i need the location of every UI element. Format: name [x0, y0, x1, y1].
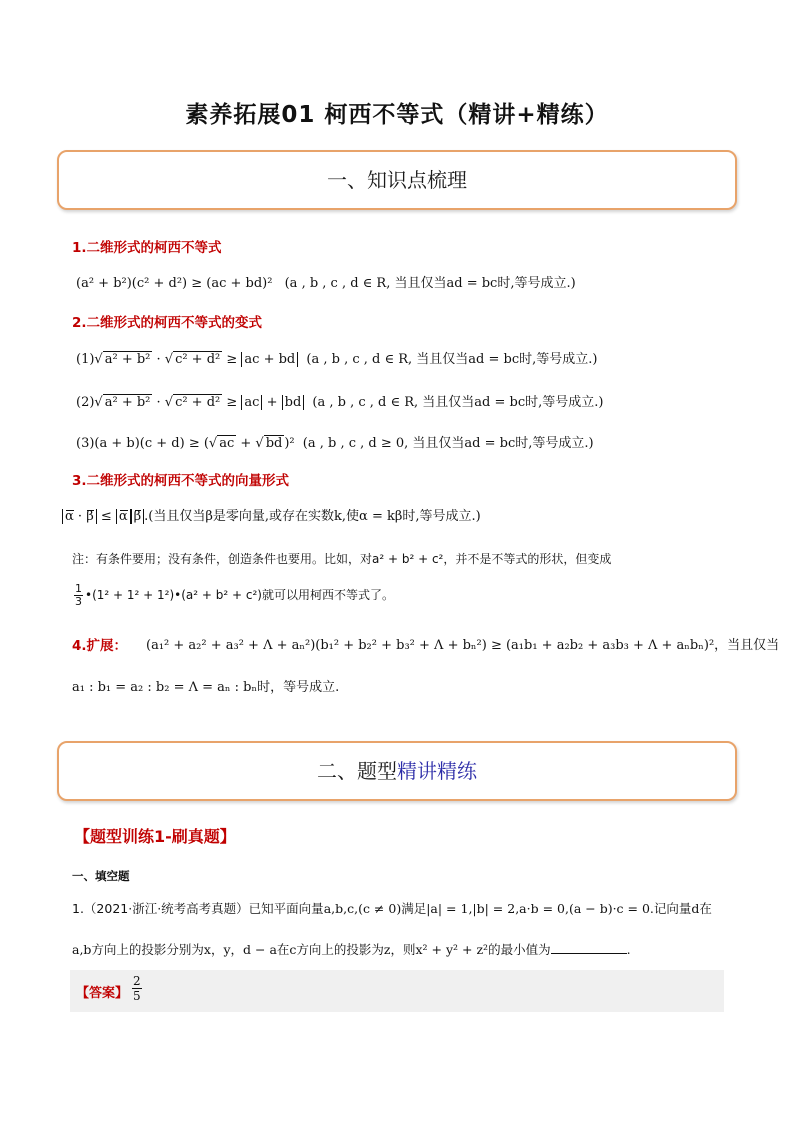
extension-formula: (a₁² + a₂² + a₃² + Λ + aₙ²)(b₁² + b₂² + b₃² + Λ + bₙ²) ≥ (a₁b₁ + a₂b₂ + a₃b₃ + Λ + aₙbₙ)²，当且仅当	[146, 638, 780, 653]
variant-2-formula: √ a² + b² · √ c² + d² ≥ ac + bd	[94, 394, 304, 410]
answer-numerator: 2	[133, 974, 141, 988]
training-title: 【题型训练1-刷真题】	[74, 827, 236, 846]
q1-conditions: a,b,c,(c ≠ 0)满足|a| = 1,|b| = 2,a·b = 0,(a − b)·c = 0.记向量d在	[323, 901, 712, 916]
variant-2-prefix: (2)	[76, 395, 95, 410]
answer-value	[130, 974, 144, 1003]
variant-1-prefix: (1)	[76, 352, 95, 367]
formula-main: (a² + b²)(c² + d²) ≥ (ac + bd)²	[76, 276, 273, 291]
answer-label: 【答案】	[76, 986, 129, 1001]
formula-condition: (a , b , c , d ∈ R, 当且仅当ad = bc时,等号成立.)	[284, 276, 576, 291]
variant-2	[76, 391, 603, 410]
variant-3	[76, 432, 594, 451]
variant-3-condition: (a , b , c , d ≥ 0, 当且仅当ad = bc时,等号成立.)	[302, 436, 594, 451]
answer-denominator: 5	[133, 989, 141, 1003]
fraction-one-third: $\frac{1}{3}$	[75, 582, 82, 608]
answer-fraction	[132, 974, 142, 1003]
variant-3-formula: √ ac + √ bd )²	[208, 436, 295, 451]
heading-2d-cauchy: 1.二维形式的柯西不等式	[72, 240, 222, 256]
answer-blank	[551, 941, 627, 954]
note-tail: 就可以用柯西不等式了。	[261, 588, 394, 602]
note-line-1: 注：有条件要用；没有条件，创造条件也要用。比如，对a² + b² + c²，并不是不等式的形状，但变成	[72, 552, 612, 566]
extension-condition: a₁ : b₁ = a₂ : b₂ = Λ = aₙ : bₙ时，等号成立.	[72, 680, 340, 695]
variant-1-condition: (a , b , c , d ∈ R, 当且仅当ad = bc时,等号成立.)	[306, 352, 598, 367]
note-line-2: $\frac{1}{3}$ •(1² + 1² + 1²)•(a² + b² + c²)就可以用柯西不等式了。	[75, 582, 394, 608]
heading-extension: 4.扩展：	[72, 638, 128, 654]
fill-blank-heading: 一、填空题	[72, 869, 130, 883]
variant-3-prefix: (3)(a + b)(c + d) ≥ (	[76, 436, 209, 451]
q1-ask: a,b方向上的投影分别为x，y，d − a在c方向上的投影为z，则x² + y² + z²的最小值为	[72, 942, 551, 957]
vector-formula: α · β ≤ α β	[62, 509, 144, 524]
section-header-practice	[57, 741, 737, 801]
section-title-accent: 精讲精练	[397, 759, 477, 783]
q1-source: 1.（2021·浙江·统考高考真题）已知平面向量	[72, 901, 324, 916]
answer-box	[70, 970, 724, 1012]
heading-variant: 2.二维形式的柯西不等式的变式	[72, 315, 263, 331]
section-title: 一、知识点梳理	[327, 168, 467, 192]
q1-period: .	[626, 942, 631, 957]
question-1-line-1	[72, 899, 712, 917]
section-title-prefix: 二、题型	[317, 759, 397, 783]
variant-1-formula: √ a² + b² · √ c² + d² ≥ ac + bd	[94, 351, 298, 367]
section-header-knowledge	[57, 150, 737, 210]
vector-condition: .(当且仅当β是零向量,或存在实数k,使α = kβ时,等号成立.)	[144, 509, 481, 524]
section-title	[59, 743, 735, 799]
heading-vector: 3.二维形式的柯西不等式的向量形式	[72, 473, 290, 489]
variant-1	[76, 348, 597, 367]
vector-form	[62, 505, 481, 524]
question-1-line-2	[72, 940, 631, 958]
page-title: 素养拓展01 柯西不等式（精讲+精练）	[185, 102, 609, 128]
variant-2-condition: (a , b , c , d ∈ R, 当且仅当ad = bc时,等号成立.)	[312, 395, 604, 410]
note-formula: (1² + 1² + 1²)•(a² + b² + c²)	[92, 588, 262, 602]
formula-2d-cauchy	[76, 272, 576, 291]
